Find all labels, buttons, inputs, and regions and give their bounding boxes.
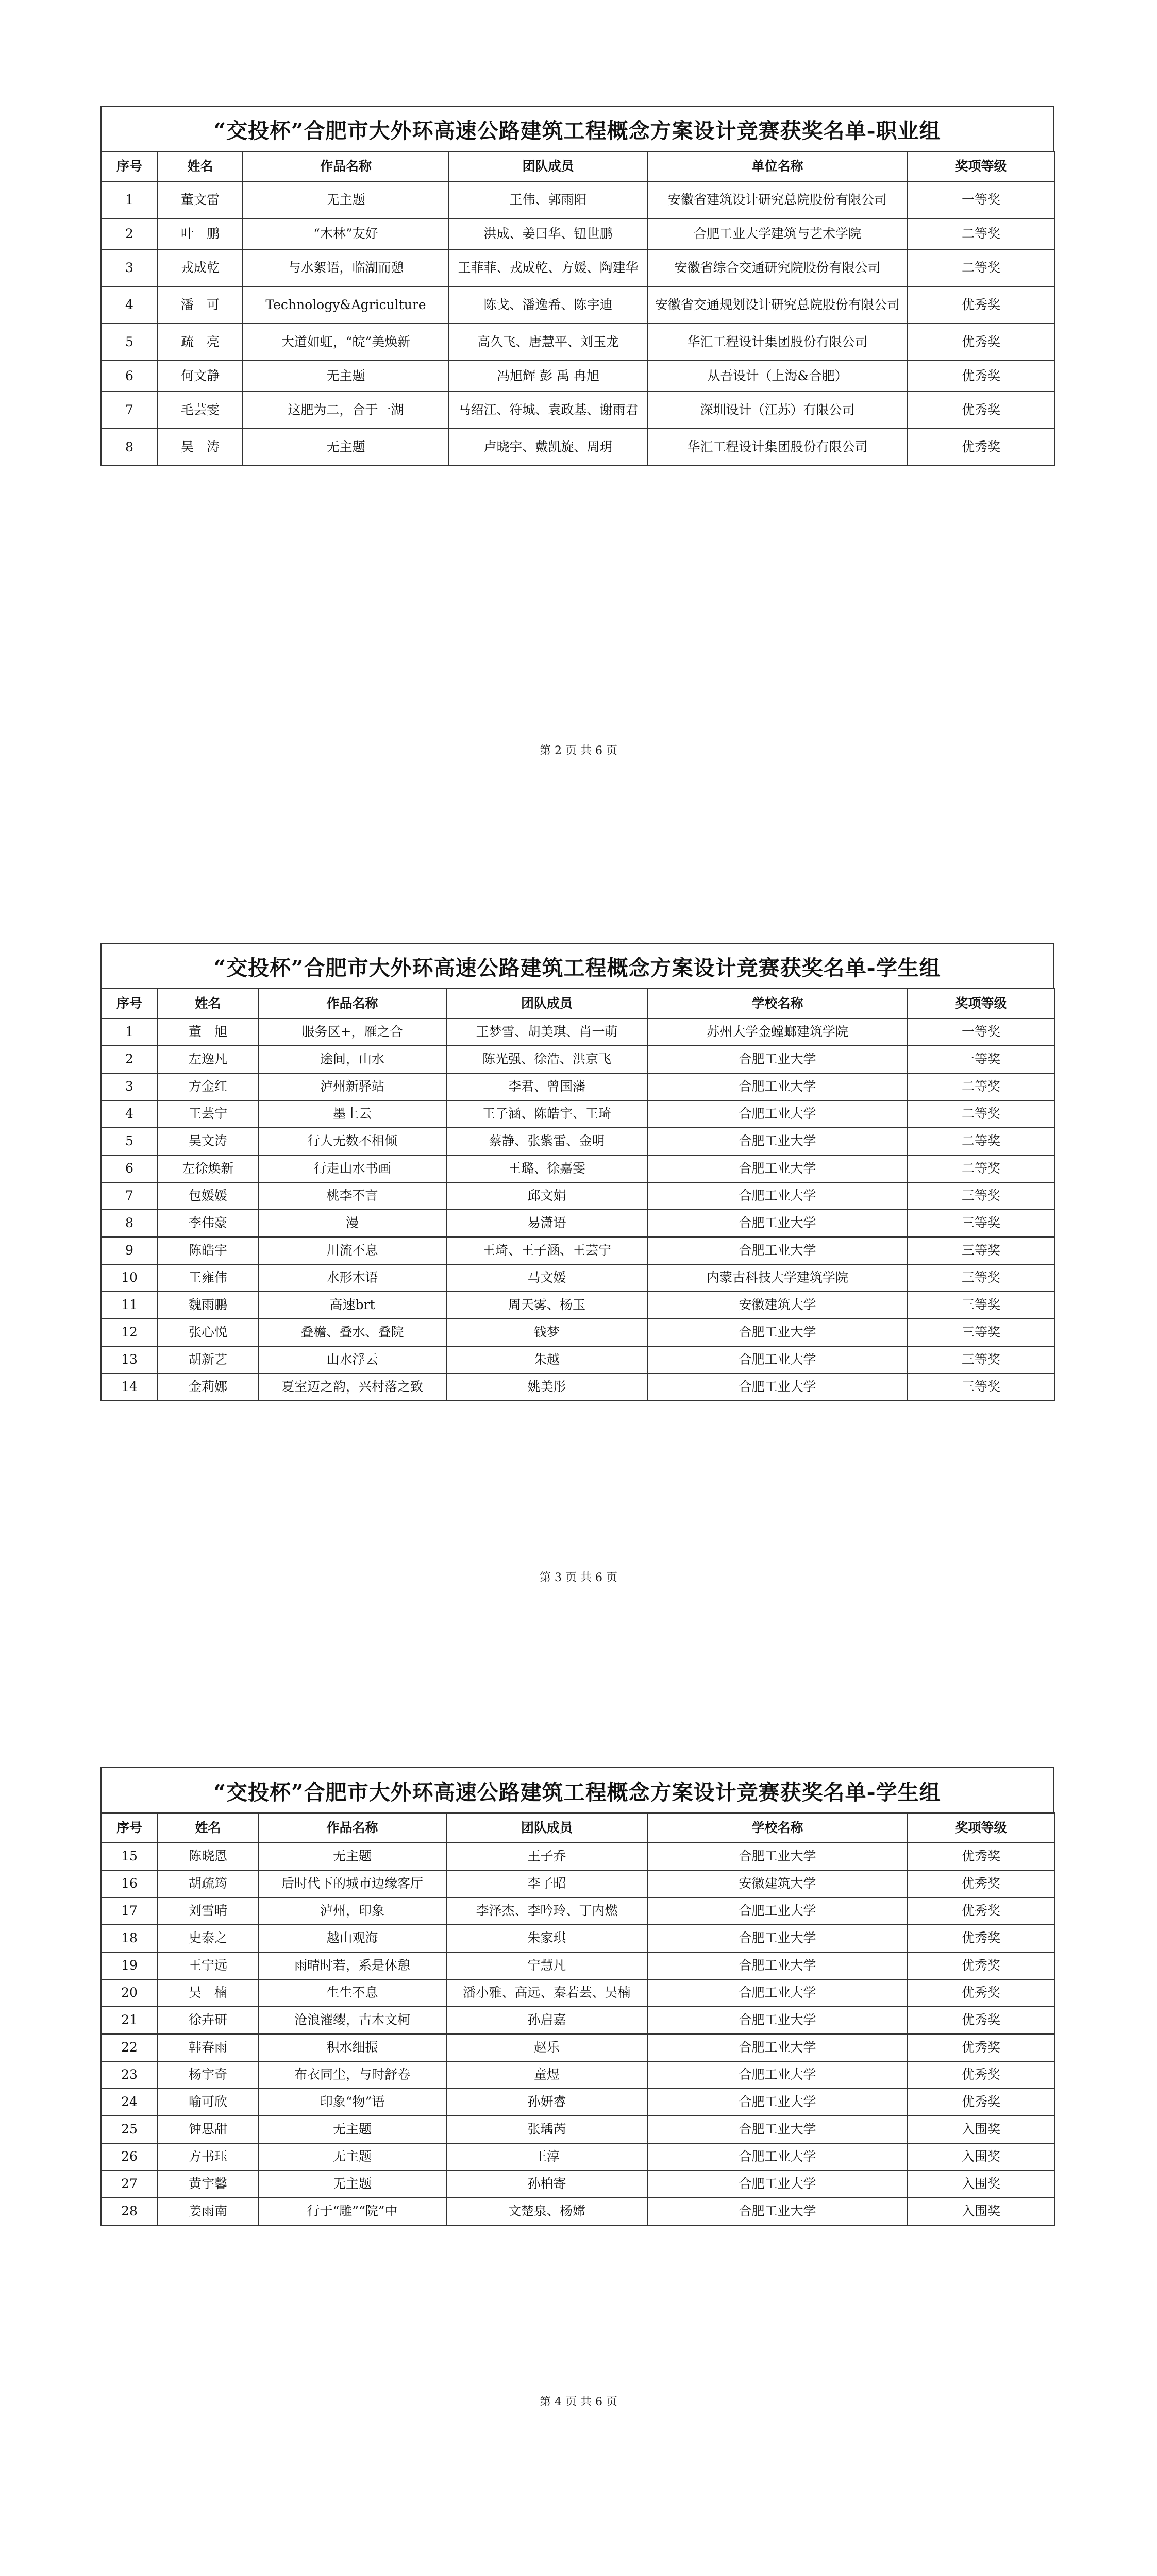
cell: 合肥工业大学 bbox=[647, 2198, 908, 2225]
cell: 张瑀芮 bbox=[446, 2116, 647, 2143]
table-row bbox=[101, 1952, 1054, 1979]
cell: 2 bbox=[101, 1046, 158, 1073]
cell: 合肥工业大学 bbox=[647, 2143, 908, 2171]
cell: 胡新艺 bbox=[158, 1346, 258, 1374]
cell: 9 bbox=[101, 1237, 158, 1264]
cell: 黄宇馨 bbox=[158, 2171, 258, 2198]
cell: 桃李不言 bbox=[258, 1182, 446, 1210]
cell: 易潇语 bbox=[446, 1210, 647, 1237]
cell: 朱越 bbox=[446, 1346, 647, 1374]
header-row bbox=[101, 151, 1054, 181]
col-header: 姓名 bbox=[158, 1813, 258, 1843]
cell: 积水细振 bbox=[258, 2034, 446, 2061]
page-footer bbox=[0, 2393, 1157, 2409]
cell: 合肥工业大学 bbox=[647, 1374, 908, 1401]
col-header: 奖项等级 bbox=[908, 1813, 1054, 1843]
cell: 合肥工业大学 bbox=[647, 1155, 908, 1182]
col-header: 姓名 bbox=[158, 151, 243, 181]
cell: 7 bbox=[101, 1182, 158, 1210]
cell: 1 bbox=[101, 1019, 158, 1046]
table-row bbox=[101, 2198, 1054, 2225]
table-row bbox=[101, 1292, 1054, 1319]
cell: 陈光强、徐浩、洪京飞 bbox=[446, 1046, 647, 1073]
cell: 毛芸雯 bbox=[158, 392, 243, 429]
cell: 李泽杰、李吟玲、丁内燃 bbox=[446, 1897, 647, 1925]
cell: 董文雷 bbox=[158, 181, 243, 218]
cell: 合肥工业大学 bbox=[647, 1182, 908, 1210]
cell: 三等奖 bbox=[908, 1237, 1054, 1264]
cell: 安徽建筑大学 bbox=[647, 1292, 908, 1319]
cell: 优秀奖 bbox=[908, 1952, 1054, 1979]
cell: 一等奖 bbox=[908, 181, 1054, 218]
cell: 方书珏 bbox=[158, 2143, 258, 2171]
cell: 孙妍睿 bbox=[446, 2089, 647, 2116]
cell: 优秀奖 bbox=[908, 2089, 1054, 2116]
table-row bbox=[101, 1128, 1054, 1155]
cell: 漫 bbox=[258, 1210, 446, 1237]
table-row bbox=[101, 1346, 1054, 1374]
table-row bbox=[101, 2116, 1054, 2143]
cell: 26 bbox=[101, 2143, 158, 2171]
col-header: 团队成员 bbox=[449, 151, 647, 181]
cell: 25 bbox=[101, 2116, 158, 2143]
cell: 杨宇奇 bbox=[158, 2061, 258, 2089]
cell: 无主题 bbox=[258, 2116, 446, 2143]
cell: 泸州，印象 bbox=[258, 1897, 446, 1925]
cell: 洪成、姜曰华、钮世鹏 bbox=[449, 218, 647, 249]
cell: 13 bbox=[101, 1346, 158, 1374]
table-row bbox=[101, 2034, 1054, 2061]
table-row bbox=[101, 2143, 1054, 2171]
cell: 优秀奖 bbox=[908, 1843, 1054, 1870]
cell: 钟思甜 bbox=[158, 2116, 258, 2143]
cell: 合肥工业大学 bbox=[647, 1897, 908, 1925]
award-list-student-2 bbox=[100, 1767, 1054, 2226]
cell: 布衣同尘，与时舒卷 bbox=[258, 2061, 446, 2089]
cell: 周天雾、杨玉 bbox=[446, 1292, 647, 1319]
cell: 金莉娜 bbox=[158, 1374, 258, 1401]
cell: 吴 涛 bbox=[158, 429, 243, 466]
cell: 王璐、徐嘉雯 bbox=[446, 1155, 647, 1182]
cell: 合肥工业大学 bbox=[647, 1979, 908, 2007]
cell: 二等奖 bbox=[908, 1128, 1054, 1155]
cell: 王子乔 bbox=[446, 1843, 647, 1870]
cell: 卢晓宇、戴凯旋、周玥 bbox=[449, 429, 647, 466]
cell: 深圳设计（江苏）有限公司 bbox=[647, 392, 908, 429]
cell: 合肥工业大学 bbox=[647, 2171, 908, 2198]
cell: 5 bbox=[101, 1128, 158, 1155]
cell: 15 bbox=[101, 1843, 158, 1870]
page-footer bbox=[0, 1569, 1157, 1585]
col-header: 作品名称 bbox=[258, 989, 446, 1019]
award-table bbox=[100, 151, 1055, 466]
cell: 无主题 bbox=[258, 2171, 446, 2198]
table-title: “交投杯”合肥市大外环高速公路建筑工程概念方案设计竞赛获奖名单-学生组 bbox=[100, 1767, 1054, 1812]
cell: 安徽省交通规划设计研究总院股份有限公司 bbox=[647, 286, 908, 324]
cell: 无主题 bbox=[258, 1843, 446, 1870]
cell: 行人无数不相倾 bbox=[258, 1128, 446, 1155]
table-row bbox=[101, 1264, 1054, 1292]
col-header: 姓名 bbox=[158, 989, 258, 1019]
cell: 李子昭 bbox=[446, 1870, 647, 1897]
cell: 叠檐、叠水、叠院 bbox=[258, 1319, 446, 1346]
table-row bbox=[101, 1046, 1054, 1073]
cell: 山水浮云 bbox=[258, 1346, 446, 1374]
page-footer bbox=[0, 742, 1157, 758]
cell: 二等奖 bbox=[908, 1073, 1054, 1100]
table-row bbox=[101, 1210, 1054, 1237]
cell: 服务区+，雁之合 bbox=[258, 1019, 446, 1046]
table-row bbox=[101, 1979, 1054, 2007]
cell: 左逸凡 bbox=[158, 1046, 258, 1073]
cell: 从吾设计（上海&合肥） bbox=[647, 361, 908, 392]
table-row bbox=[101, 1100, 1054, 1128]
cell: 陈戈、潘逸希、陈宇迪 bbox=[449, 286, 647, 324]
cell: 大道如虹，“皖”美焕新 bbox=[243, 324, 449, 361]
cell: 行于“雕”“院”中 bbox=[258, 2198, 446, 2225]
col-header: 作品名称 bbox=[258, 1813, 446, 1843]
cell: 苏州大学金螳螂建筑学院 bbox=[647, 1019, 908, 1046]
cell: 王梦雪、胡美琪、肖一萌 bbox=[446, 1019, 647, 1046]
cell: 赵乐 bbox=[446, 2034, 647, 2061]
col-header: 奖项等级 bbox=[908, 151, 1054, 181]
cell: 7 bbox=[101, 392, 158, 429]
cell: 27 bbox=[101, 2171, 158, 2198]
cell: 魏雨鹏 bbox=[158, 1292, 258, 1319]
award-list-student-1 bbox=[100, 943, 1054, 1401]
cell: 王子涵、陈皓宇、王琦 bbox=[446, 1100, 647, 1128]
cell: 王雍伟 bbox=[158, 1264, 258, 1292]
cell: 28 bbox=[101, 2198, 158, 2225]
cell: 24 bbox=[101, 2089, 158, 2116]
cell: 李伟豪 bbox=[158, 1210, 258, 1237]
table-row bbox=[101, 324, 1054, 361]
cell: 川流不息 bbox=[258, 1237, 446, 1264]
cell: 水形木语 bbox=[258, 1264, 446, 1292]
cell: 8 bbox=[101, 1210, 158, 1237]
table-row bbox=[101, 1019, 1054, 1046]
cell: 合肥工业大学建筑与艺术学院 bbox=[647, 218, 908, 249]
cell: 三等奖 bbox=[908, 1292, 1054, 1319]
cell: 文楚泉、杨嫦 bbox=[446, 2198, 647, 2225]
col-header: 奖项等级 bbox=[908, 989, 1054, 1019]
cell: 20 bbox=[101, 1979, 158, 2007]
cell: 左徐焕新 bbox=[158, 1155, 258, 1182]
cell: 潘 可 bbox=[158, 286, 243, 324]
cell: 王琦、王子涵、王芸宁 bbox=[446, 1237, 647, 1264]
cell: 陈皓宇 bbox=[158, 1237, 258, 1264]
table-row bbox=[101, 249, 1054, 286]
cell: 姚美彤 bbox=[446, 1374, 647, 1401]
table-row bbox=[101, 1897, 1054, 1925]
cell: 宁慧凡 bbox=[446, 1952, 647, 1979]
cell: 合肥工业大学 bbox=[647, 1073, 908, 1100]
cell: 优秀奖 bbox=[908, 1925, 1054, 1952]
cell: 雨晴时若，系是休憩 bbox=[258, 1952, 446, 1979]
cell: 三等奖 bbox=[908, 1374, 1054, 1401]
cell: 入围奖 bbox=[908, 2116, 1054, 2143]
table-title: “交投杯”合肥市大外环高速公路建筑工程概念方案设计竞赛获奖名单-学生组 bbox=[100, 943, 1054, 988]
cell: 合肥工业大学 bbox=[647, 2116, 908, 2143]
cell: 疏 亮 bbox=[158, 324, 243, 361]
cell: 王淳 bbox=[446, 2143, 647, 2171]
table-row bbox=[101, 218, 1054, 249]
col-header: 团队成员 bbox=[446, 989, 647, 1019]
cell: 董 旭 bbox=[158, 1019, 258, 1046]
cell: 合肥工业大学 bbox=[647, 1210, 908, 1237]
header-row bbox=[101, 1813, 1054, 1843]
cell: 合肥工业大学 bbox=[647, 1925, 908, 1952]
cell: 潘小雅、高远、秦若芸、吴楠 bbox=[446, 1979, 647, 2007]
cell: 戎成乾 bbox=[158, 249, 243, 286]
col-header: 序号 bbox=[101, 1813, 158, 1843]
cell: 后时代下的城市边缘客厅 bbox=[258, 1870, 446, 1897]
table-row bbox=[101, 1870, 1054, 1897]
cell: 无主题 bbox=[243, 429, 449, 466]
cell: 入围奖 bbox=[908, 2171, 1054, 2198]
cell: 刘雪晴 bbox=[158, 1897, 258, 1925]
cell: 王芸宁 bbox=[158, 1100, 258, 1128]
cell: 与水絮语，临湖而憩 bbox=[243, 249, 449, 286]
cell: 18 bbox=[101, 1925, 158, 1952]
cell: 马绍江、符城、袁政基、谢雨君 bbox=[449, 392, 647, 429]
cell: 无主题 bbox=[258, 2143, 446, 2171]
cell: 10 bbox=[101, 1264, 158, 1292]
cell: “木林”友好 bbox=[243, 218, 449, 249]
cell: 华汇工程设计集团股份有限公司 bbox=[647, 429, 908, 466]
cell: 二等奖 bbox=[908, 1155, 1054, 1182]
cell: 合肥工业大学 bbox=[647, 2034, 908, 2061]
table-row bbox=[101, 1319, 1054, 1346]
cell: 孙柏寄 bbox=[446, 2171, 647, 2198]
table-row bbox=[101, 181, 1054, 218]
cell: 优秀奖 bbox=[908, 324, 1054, 361]
table-row bbox=[101, 361, 1054, 392]
cell: 入围奖 bbox=[908, 2198, 1054, 2225]
cell: 优秀奖 bbox=[908, 1870, 1054, 1897]
cell: 入围奖 bbox=[908, 2143, 1054, 2171]
table-row bbox=[101, 429, 1054, 466]
cell: 张心悦 bbox=[158, 1319, 258, 1346]
cell: 李君、曾国藩 bbox=[446, 1073, 647, 1100]
cell: 方金红 bbox=[158, 1073, 258, 1100]
cell: 三等奖 bbox=[908, 1264, 1054, 1292]
cell: 优秀奖 bbox=[908, 392, 1054, 429]
cell: 优秀奖 bbox=[908, 1979, 1054, 2007]
cell: 徐卉研 bbox=[158, 2007, 258, 2034]
cell: 16 bbox=[101, 1870, 158, 1897]
cell: 王伟、郭雨阳 bbox=[449, 181, 647, 218]
cell: 马文媛 bbox=[446, 1264, 647, 1292]
cell: 一等奖 bbox=[908, 1046, 1054, 1073]
page-number: 第 3 页 共 6 页 bbox=[540, 1571, 617, 1584]
page-number: 第 4 页 共 6 页 bbox=[540, 2396, 617, 2409]
table-title: “交投杯”合肥市大外环高速公路建筑工程概念方案设计竞赛获奖名单-职业组 bbox=[100, 106, 1054, 151]
cell: 合肥工业大学 bbox=[647, 1128, 908, 1155]
col-header: 作品名称 bbox=[243, 151, 449, 181]
cell: 2 bbox=[101, 218, 158, 249]
cell: 6 bbox=[101, 361, 158, 392]
cell: 优秀奖 bbox=[908, 2061, 1054, 2089]
page-number: 第 2 页 共 6 页 bbox=[540, 744, 617, 757]
cell: 冯旭辉 彭 禹 冉旭 bbox=[449, 361, 647, 392]
cell: 3 bbox=[101, 1073, 158, 1100]
cell: 叶 鹏 bbox=[158, 218, 243, 249]
cell: 内蒙古科技大学建筑学院 bbox=[647, 1264, 908, 1292]
cell: 生生不息 bbox=[258, 1979, 446, 2007]
cell: 1 bbox=[101, 181, 158, 218]
cell: 这肥为二，合于一湖 bbox=[243, 392, 449, 429]
cell: 高久飞、唐慧平、刘玉龙 bbox=[449, 324, 647, 361]
cell: 童煜 bbox=[446, 2061, 647, 2089]
cell: 合肥工业大学 bbox=[647, 2089, 908, 2116]
cell: 12 bbox=[101, 1319, 158, 1346]
col-header: 学校名称 bbox=[647, 989, 908, 1019]
cell: 合肥工业大学 bbox=[647, 2007, 908, 2034]
cell: 墨上云 bbox=[258, 1100, 446, 1128]
cell: 优秀奖 bbox=[908, 2034, 1054, 2061]
cell: 优秀奖 bbox=[908, 361, 1054, 392]
award-table bbox=[100, 1812, 1055, 2226]
cell: 印象“物”语 bbox=[258, 2089, 446, 2116]
table-row bbox=[101, 286, 1054, 324]
cell: 夏室迈之韵，兴村落之致 bbox=[258, 1374, 446, 1401]
table-row bbox=[101, 2007, 1054, 2034]
cell: 合肥工业大学 bbox=[647, 1046, 908, 1073]
cell: 何文静 bbox=[158, 361, 243, 392]
cell: 蔡静、张紫雷、金明 bbox=[446, 1128, 647, 1155]
table-row bbox=[101, 2171, 1054, 2198]
cell: 合肥工业大学 bbox=[647, 1319, 908, 1346]
cell: 三等奖 bbox=[908, 1319, 1054, 1346]
cell: 合肥工业大学 bbox=[647, 2061, 908, 2089]
cell: 王宁远 bbox=[158, 1952, 258, 1979]
cell: 陈晓恩 bbox=[158, 1843, 258, 1870]
col-header: 学校名称 bbox=[647, 1813, 908, 1843]
cell: 优秀奖 bbox=[908, 2007, 1054, 2034]
cell: 沧浪濯缨，古木文柯 bbox=[258, 2007, 446, 2034]
table-row bbox=[101, 1182, 1054, 1210]
cell: 安徽省综合交通研究院股份有限公司 bbox=[647, 249, 908, 286]
cell: 朱家琪 bbox=[446, 1925, 647, 1952]
cell: 二等奖 bbox=[908, 249, 1054, 286]
cell: 史泰之 bbox=[158, 1925, 258, 1952]
cell: 合肥工业大学 bbox=[647, 1237, 908, 1264]
cell: 4 bbox=[101, 286, 158, 324]
cell: 合肥工业大学 bbox=[647, 1346, 908, 1374]
cell: 行走山水书画 bbox=[258, 1155, 446, 1182]
cell: 高速brt bbox=[258, 1292, 446, 1319]
col-header: 单位名称 bbox=[647, 151, 908, 181]
cell: 吴文涛 bbox=[158, 1128, 258, 1155]
table-row bbox=[101, 1925, 1054, 1952]
cell: 5 bbox=[101, 324, 158, 361]
cell: 14 bbox=[101, 1374, 158, 1401]
cell: 4 bbox=[101, 1100, 158, 1128]
cell: Technology&Agriculture bbox=[243, 286, 449, 324]
col-header: 序号 bbox=[101, 151, 158, 181]
cell: 华汇工程设计集团股份有限公司 bbox=[647, 324, 908, 361]
header-row bbox=[101, 989, 1054, 1019]
cell: 17 bbox=[101, 1897, 158, 1925]
award-list-professional bbox=[100, 106, 1054, 466]
cell: 胡疏筠 bbox=[158, 1870, 258, 1897]
cell: 合肥工业大学 bbox=[647, 1100, 908, 1128]
table-row bbox=[101, 1374, 1054, 1401]
cell: 王菲菲、戎成乾、方媛、陶建华 bbox=[449, 249, 647, 286]
table-row bbox=[101, 2061, 1054, 2089]
cell: 韩春雨 bbox=[158, 2034, 258, 2061]
cell: 11 bbox=[101, 1292, 158, 1319]
cell: 三等奖 bbox=[908, 1182, 1054, 1210]
cell: 无主题 bbox=[243, 361, 449, 392]
table-row bbox=[101, 2089, 1054, 2116]
cell: 一等奖 bbox=[908, 1019, 1054, 1046]
table-row bbox=[101, 392, 1054, 429]
cell: 合肥工业大学 bbox=[647, 1952, 908, 1979]
table-row bbox=[101, 1073, 1054, 1100]
cell: 23 bbox=[101, 2061, 158, 2089]
table-row bbox=[101, 1155, 1054, 1182]
cell: 优秀奖 bbox=[908, 1897, 1054, 1925]
cell: 泸州新驿站 bbox=[258, 1073, 446, 1100]
cell: 19 bbox=[101, 1952, 158, 1979]
cell: 三等奖 bbox=[908, 1210, 1054, 1237]
cell: 二等奖 bbox=[908, 218, 1054, 249]
cell: 8 bbox=[101, 429, 158, 466]
cell: 途间，山水 bbox=[258, 1046, 446, 1073]
cell: 合肥工业大学 bbox=[647, 1843, 908, 1870]
cell: 安徽省建筑设计研究总院股份有限公司 bbox=[647, 181, 908, 218]
cell: 安徽建筑大学 bbox=[647, 1870, 908, 1897]
cell: 包媛媛 bbox=[158, 1182, 258, 1210]
cell: 3 bbox=[101, 249, 158, 286]
cell: 6 bbox=[101, 1155, 158, 1182]
cell: 22 bbox=[101, 2034, 158, 2061]
cell: 姜雨南 bbox=[158, 2198, 258, 2225]
cell: 吴 楠 bbox=[158, 1979, 258, 2007]
cell: 越山观海 bbox=[258, 1925, 446, 1952]
table-row bbox=[101, 1237, 1054, 1264]
cell: 二等奖 bbox=[908, 1100, 1054, 1128]
cell: 优秀奖 bbox=[908, 286, 1054, 324]
table-row bbox=[101, 1843, 1054, 1870]
cell: 优秀奖 bbox=[908, 429, 1054, 466]
col-header: 团队成员 bbox=[446, 1813, 647, 1843]
cell: 无主题 bbox=[243, 181, 449, 218]
cell: 钱梦 bbox=[446, 1319, 647, 1346]
cell: 孙启嘉 bbox=[446, 2007, 647, 2034]
cell: 喻可欣 bbox=[158, 2089, 258, 2116]
col-header: 序号 bbox=[101, 989, 158, 1019]
cell: 邱文娟 bbox=[446, 1182, 647, 1210]
award-table bbox=[100, 988, 1055, 1401]
cell: 三等奖 bbox=[908, 1346, 1054, 1374]
cell: 21 bbox=[101, 2007, 158, 2034]
